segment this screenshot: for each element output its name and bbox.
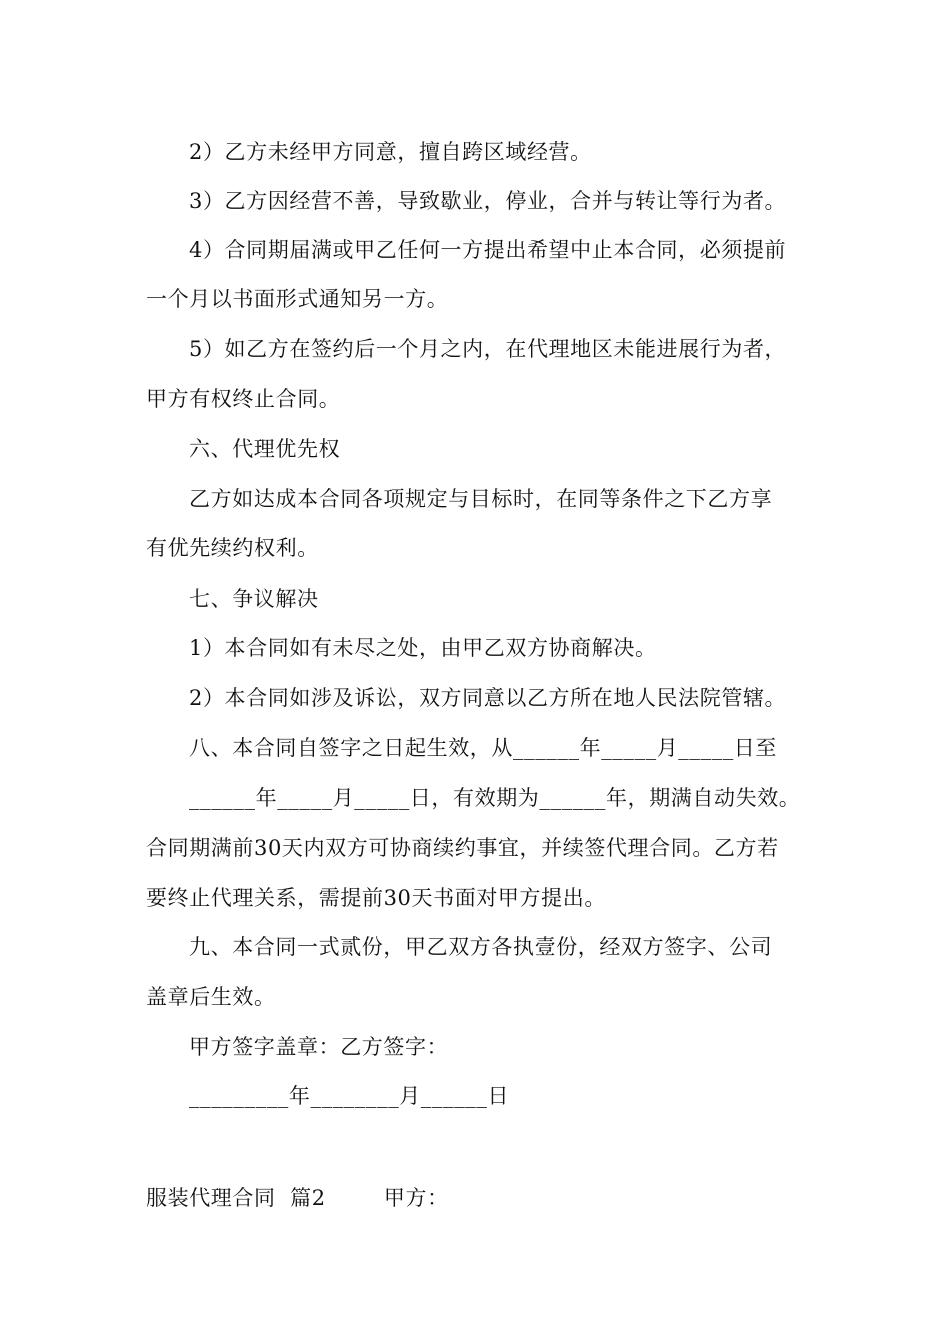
signature-date-line: _________年________月______日 (189, 1084, 510, 1108)
clause-item-4: 4）合同期届满或甲乙任何一方提出希望中止本合同，必须提前 (189, 238, 787, 262)
clause-item-5: 5）如乙方在签约后一个月之内，在代理地区未能进展行为者， (189, 337, 787, 361)
clause-item-3: 3）乙方因经营不善，导致歇业，停业，合并与转让等行为者。 (189, 189, 787, 213)
dispute-item-1: 1）本合同如有未尽之处，由甲乙双方协商解决。 (189, 636, 657, 660)
section-8-termination: 要终止代理关系，需提前30天书面对甲方提出。 (146, 886, 606, 910)
section-6-text-continued: 有优先续约权利。 (146, 536, 319, 560)
clause-item-5-continued: 甲方有权终止合同。 (146, 387, 341, 411)
section-8-renewal: 合同期满前30天内双方可协商续约事宜，并续签代理合同。乙方若 (146, 836, 779, 860)
section-8-dates: ______年_____月_____日，有效期为______年，期满自动失效。 (189, 786, 801, 810)
section-heading-7: 七、争议解决 (189, 587, 319, 611)
section-6-text: 乙方如达成本合同各项规定与目标时，在同等条件之下乙方享 (189, 487, 773, 511)
section-8-text: 八、本合同自签字之日起生效，从______年_____月_____日至 (189, 736, 777, 760)
section-heading-6: 六、代理优先权 (189, 437, 341, 461)
section-9-text-continued: 盖章后生效。 (146, 985, 276, 1009)
section-9-text: 九、本合同一式贰份，甲乙双方各执壹份，经双方签字、公司 (189, 935, 773, 959)
dispute-item-2: 2）本合同如涉及诉讼，双方同意以乙方所在地人民法院管辖。 (189, 686, 787, 710)
clause-item-2: 2）乙方未经甲方同意，擅自跨区域经营。 (189, 140, 592, 164)
signature-line: 甲方签字盖章：乙方签字： (189, 1035, 449, 1059)
clause-item-4-continued: 一个月以书面形式通知另一方。 (146, 287, 449, 311)
next-contract-heading: 服装代理合同 篇2 甲方： (146, 1186, 449, 1210)
